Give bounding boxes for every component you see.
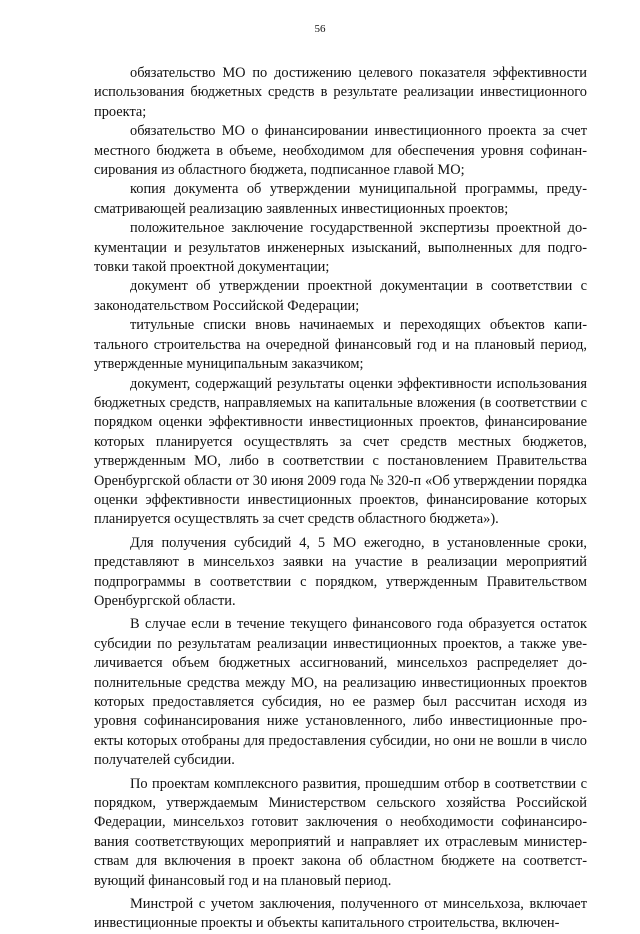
page-number: 56	[314, 23, 326, 35]
paragraph: Минстрой с учетом заключения, полученного от минсельхоза, включает инвестиционные проекты и объекты капитального строительства, включен-	[94, 896, 587, 932]
paragraph: положительное заключение государственной экспертизы проектной документации и результатов инженерных изысканий, выполненных для подготовки такой проектной документации;	[94, 220, 587, 276]
paragraph: По проектам комплексного развития, прошедшим отбор в соответствии с порядком, утверждаемым Министерством сельского хозяйства Российской Федерации, минсельхоз готовит заключения о необходимости софинансирования соответствующих мероприятий и направляет их отраслевым министерствам для включения в проект закона об областном бюджете на соответствующий финансовый год и на плановый период.	[94, 775, 587, 889]
paragraph: титульные списки вновь начинаемых и переходящих объектов капитального строительства на очередной финансовый год и на плановый период, утвержденные муниципальным заказчиком;	[94, 317, 587, 373]
paragraph: обязательство МО по достижению целевого показателя эффективности использования бюджетных средств в результате реализации инвестиционного проекта;	[94, 65, 587, 120]
paragraph: обязательство МО о финансировании инвестиционного проекта за счет местного бюджета в объеме, необходимом для обеспечения уровня софинансирования из областного бюджета, подписанное главой МО;	[94, 123, 587, 179]
paragraph: копия документа об утверждении муниципальной программы, предусматривающей реализацию заявленных инвестиционных проектов;	[94, 181, 587, 217]
paragraph: документ об утверждении проектной документации в соответствии с законодательством Российской Федерации;	[94, 278, 587, 314]
paragraph: документ, содержащий результаты оценки эффективности использования бюджетных средств, направляемых на капитальные вложения (в соответствии с порядком оценки эффективности инвестиционных проектов, финансирование которых планируется осуществлять за счет средств местных бюджетов, утвержденным МО, либо в соответствии с постановлением Правительства Оренбургской области от 30 июня 2009 года № 320-п «Об утверждении порядка оценки эффективности инвестиционных проектов, финансирование которых планируется осуществлять за счет средств областного бюджета»).	[94, 375, 587, 528]
paragraph: В случае если в течение текущего финансового года образуется остаток субсидии по результатам реализации инвестиционных проектов, а также увеличивается объем бюджетных ассигнований, минсельхоз распределяет дополнительные средства между МО, на реализацию инвестиционных проектов которых предоставляется субсидия, но ее размер был рассчитан исходя из уровня софинансирования ниже установленного, либо инвестиционные проекты которых отобраны для предоставления субсидии, но они не вошли в число получателей субсидии.	[94, 616, 587, 769]
document-body	[94, 64, 587, 934]
paragraph: Для получения субсидий 4, 5 МО ежегодно, в установленные сроки, представляют в минсельхоз заявки на участие в реализации мероприятий подпрограммы в соответствии с порядком, утвержденным Правительством Оренбургской области.	[94, 534, 587, 609]
